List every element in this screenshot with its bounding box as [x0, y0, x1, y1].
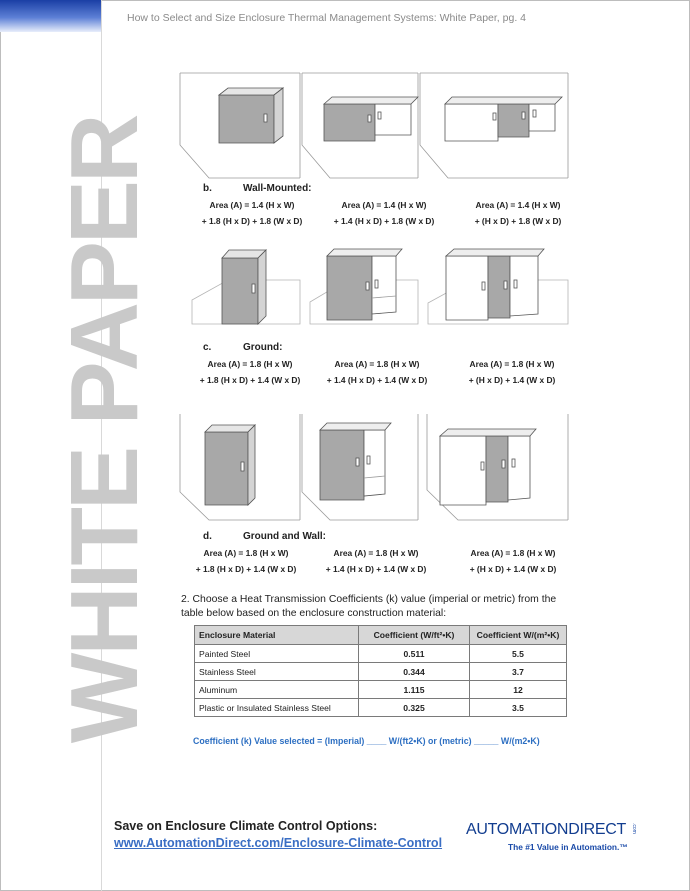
formula-c-3	[442, 356, 582, 388]
ground-wall-middle-figure	[427, 414, 568, 520]
imperial-cell: 1.115	[359, 681, 470, 699]
formula-line-1: Area (A) = 1.8 (H x W)	[207, 359, 293, 369]
metric-cell: 3.5	[470, 699, 567, 717]
formula-line-1: Area (A) = 1.8 (H x W)	[469, 359, 555, 369]
coefficient-selection-line: Coefficient (k) Value selected = (Imperial) ____ W/(ft2•K) or (metric) _____ W/(m2•K)	[193, 736, 540, 746]
formula-b-3	[448, 197, 588, 229]
white-paper-banner: WHITE PAPER	[51, 116, 158, 744]
logo-tagline: The #1 Value in Automation.™	[508, 842, 628, 852]
section-c-title: Ground:	[243, 342, 283, 353]
section-d-letter: d.	[203, 531, 212, 542]
ground-end-figure	[310, 249, 418, 324]
table-row	[195, 663, 567, 681]
table-header-row	[195, 626, 567, 645]
automationdirect-logo[interactable]	[466, 821, 646, 857]
formula-line-2: + 1.4 (H x D) + 1.8 (W x D)	[333, 216, 435, 226]
formula-d-1	[176, 545, 316, 577]
section-d-title: Ground and Wall:	[243, 531, 326, 542]
section-c-letter: c.	[203, 342, 212, 353]
formula-line-2: + 1.8 (H x D) + 1.4 (W x D)	[199, 375, 301, 385]
table-row	[195, 681, 567, 699]
formula-line-2: + 1.8 (H x D) + 1.4 (W x D)	[195, 564, 297, 574]
enclosure-climate-link[interactable]: www.AutomationDirect.com/Enclosure-Climate-Control	[114, 836, 443, 850]
table-row	[195, 699, 567, 717]
formula-line-2: + (H x D) + 1.4 (W x D)	[468, 375, 556, 385]
formula-c-2	[307, 356, 447, 388]
formula-line-1: Area (A) = 1.8 (H x W)	[203, 548, 289, 558]
ground-middle-figure	[428, 249, 568, 324]
promo-title: Save on Enclosure Climate Control Options:	[114, 819, 378, 833]
formula-line-1: Area (A) = 1.4 (H x W)	[341, 200, 427, 210]
ground-wall-single-figure	[180, 414, 300, 520]
wall-mounted-single-figure	[180, 73, 300, 178]
table-row	[195, 645, 567, 663]
material-cell: Painted Steel	[195, 645, 359, 663]
ground-wall-end-figure	[302, 414, 418, 520]
section-b-title: Wall-Mounted:	[243, 183, 312, 194]
metric-cell: 3.7	[470, 663, 567, 681]
formula-line-2: + 1.4 (H x D) + 1.4 (W x D)	[325, 564, 427, 574]
formula-line-2: + (H x D) + 1.8 (W x D)	[474, 216, 562, 226]
formula-line-1: Area (A) = 1.8 (H x W)	[333, 548, 419, 558]
formula-d-3	[443, 545, 583, 577]
metric-cell: 12	[470, 681, 567, 699]
section-b-letter: b.	[203, 183, 212, 194]
header-material: Enclosure Material	[195, 626, 359, 645]
formula-c-1	[180, 356, 320, 388]
ground-single-figure	[192, 250, 300, 324]
wall-mounted-middle-figure	[420, 73, 568, 178]
material-cell: Plastic or Insulated Stainless Steel	[195, 699, 359, 717]
formula-line-1: Area (A) = 1.8 (H x W)	[470, 548, 556, 558]
formula-b-1	[182, 197, 322, 229]
formula-line-1: Area (A) = 1.8 (H x W)	[334, 359, 420, 369]
logo-dotcom: .com	[631, 823, 637, 834]
formula-b-2	[314, 197, 454, 229]
formula-d-2	[306, 545, 446, 577]
imperial-cell: 0.325	[359, 699, 470, 717]
formula-line-2: + 1.4 (H x D) + 1.4 (W x D)	[326, 375, 428, 385]
header-metric: Coefficient W/(m²•K)	[470, 626, 567, 645]
metric-cell: 5.5	[470, 645, 567, 663]
material-cell: Stainless Steel	[195, 663, 359, 681]
formula-line-2: + 1.8 (H x D) + 1.8 (W x D)	[201, 216, 303, 226]
material-cell: Aluminum	[195, 681, 359, 699]
imperial-cell: 0.344	[359, 663, 470, 681]
wall-mounted-end-figure	[302, 73, 418, 178]
coefficient-table	[194, 625, 567, 717]
formula-line-1: Area (A) = 1.4 (H x W)	[209, 200, 295, 210]
step-2-instruction: 2. Choose a Heat Transmission Coefficients (k) value (imperial or metric) from the table below based on the enclosure construction material:	[181, 594, 557, 619]
formula-line-2: + (H x D) + 1.4 (W x D)	[469, 564, 557, 574]
header-imperial: Coefficient (W/ft²•K)	[359, 626, 470, 645]
imperial-cell: 0.511	[359, 645, 470, 663]
formula-line-1: Area (A) = 1.4 (H x W)	[475, 200, 561, 210]
logo-wordmark: AUTOMATIONDIRECT	[466, 821, 626, 838]
running-header: How to Select and Size Enclosure Thermal Management Systems: White Paper, pg. 4	[127, 12, 526, 24]
